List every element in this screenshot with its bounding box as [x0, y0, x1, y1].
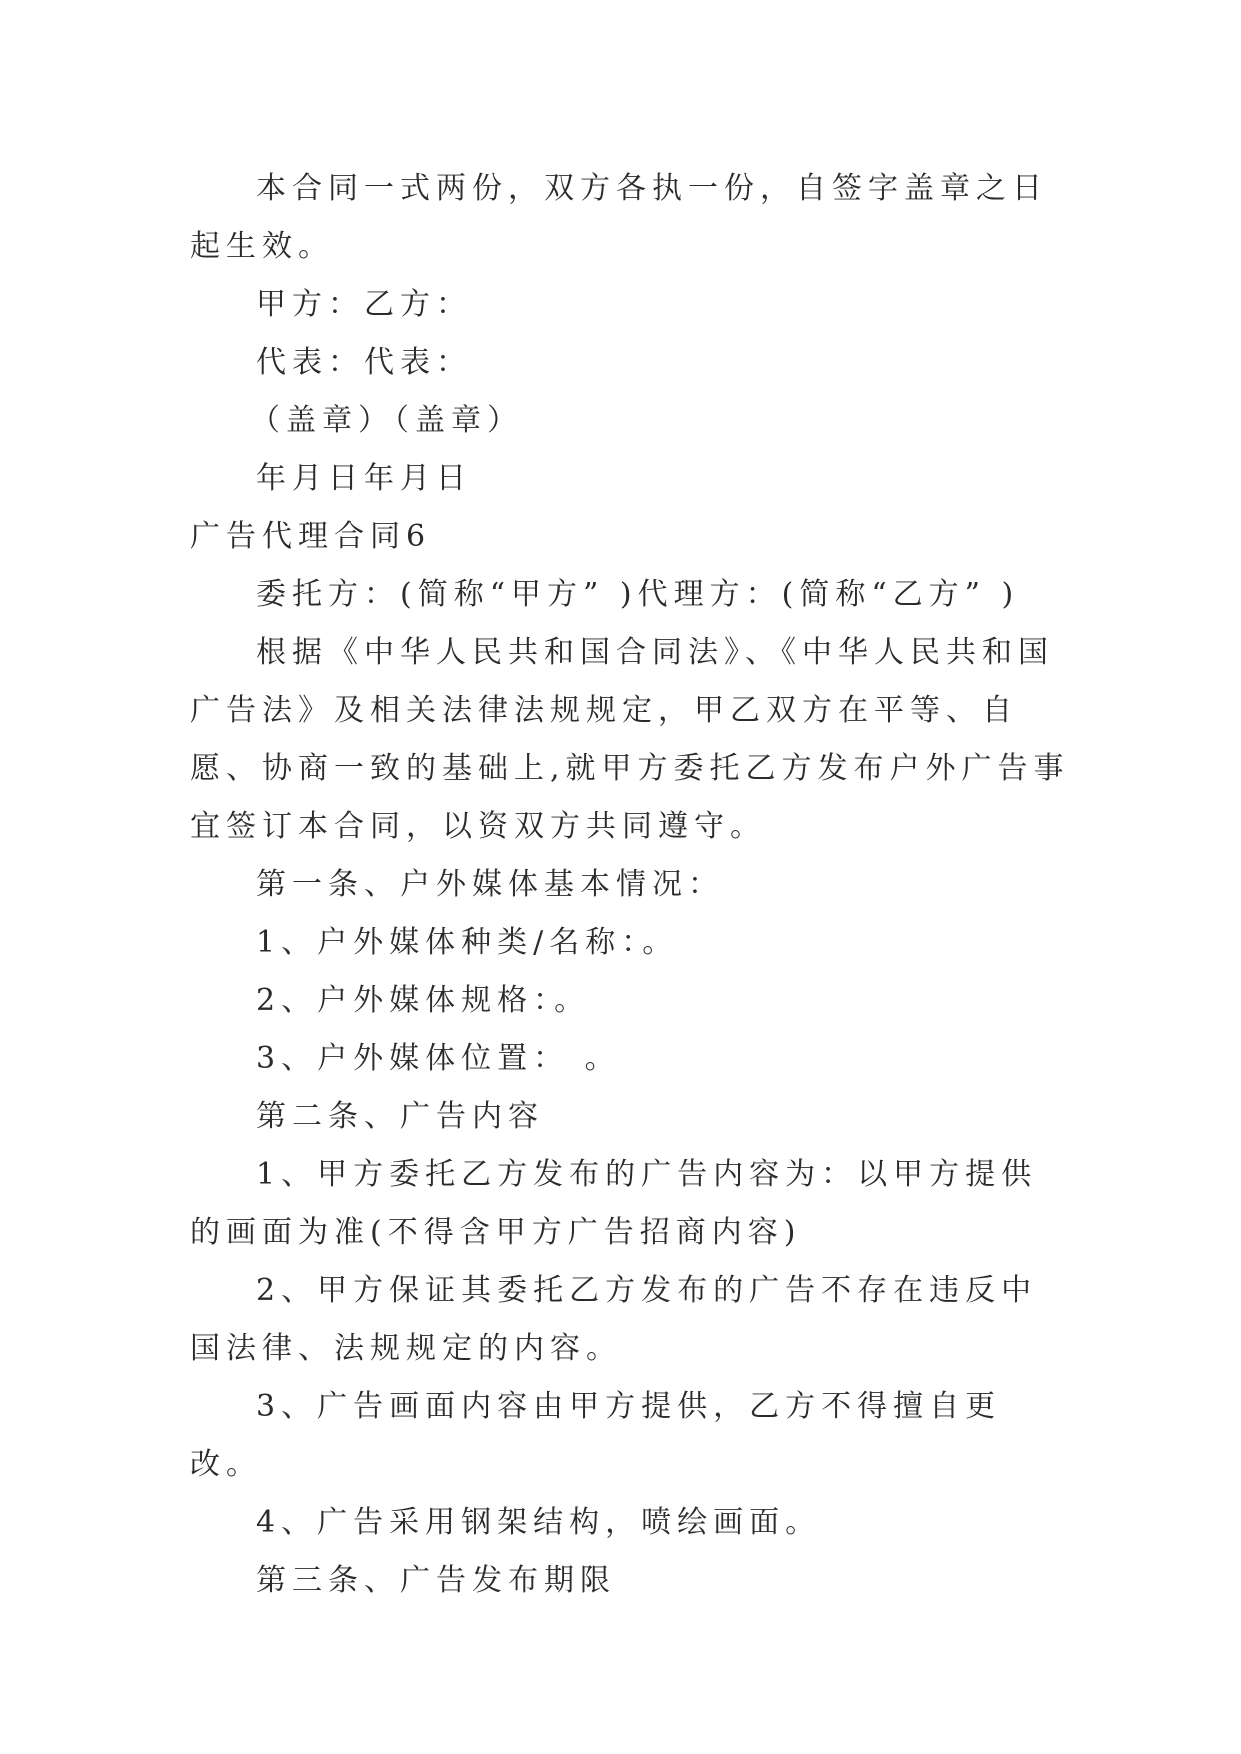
paragraph-party-line: 甲方：乙方：	[256, 287, 472, 322]
article-1-item-2: 2、户外媒体规格：。	[256, 983, 591, 1018]
paragraph-seal-line: （盖章）（盖章）	[250, 403, 523, 438]
article-1-heading: 第一条、户外媒体基本情况：	[256, 867, 724, 902]
article-3-heading: 第三条、广告发布期限	[256, 1563, 616, 1598]
paragraph-representative-line: 代表：代表：	[256, 345, 472, 380]
article-2-item-2: 2、甲方保证其委托乙方发布的广告不存在违反中国法律、法规规定的内容。	[190, 1273, 1038, 1366]
paragraph-preamble: 根据《中华人民共和国合同法》、《中华人民共和国广告法》及相关法律法规规定，甲乙双方在平等、自愿、协商一致的基础上,就甲方委托乙方发布户外广告事宜签订本合同，以资双方共同遵守。	[190, 635, 1070, 844]
article-1-item-3: 3、户外媒体位置： 。	[256, 1041, 621, 1076]
article-2-item-1: 1、甲方委托乙方发布的广告内容为：以甲方提供的画面为准(不得含甲方广告招商内容)	[190, 1157, 1038, 1250]
paragraph-parties: 委托方：(简称“甲方” )代理方：(简称“乙方” )	[256, 577, 1020, 612]
article-2-item-3: 3、广告画面内容由甲方提供，乙方不得擅自更改。	[190, 1389, 1002, 1482]
contract-title: 广告代理合同6	[190, 519, 432, 554]
article-2-heading: 第二条、广告内容	[256, 1099, 544, 1134]
paragraph-effective-clause: 本合同一式两份，双方各执一份，自签字盖章之日起生效。	[190, 171, 1048, 264]
document-body	[190, 160, 1070, 1610]
paragraph-date-line: 年月日年月日	[256, 461, 472, 496]
article-1-item-1: 1、户外媒体种类/名称：。	[256, 925, 679, 960]
article-2-item-4: 4、广告采用钢架结构，喷绘画面。	[256, 1505, 822, 1540]
